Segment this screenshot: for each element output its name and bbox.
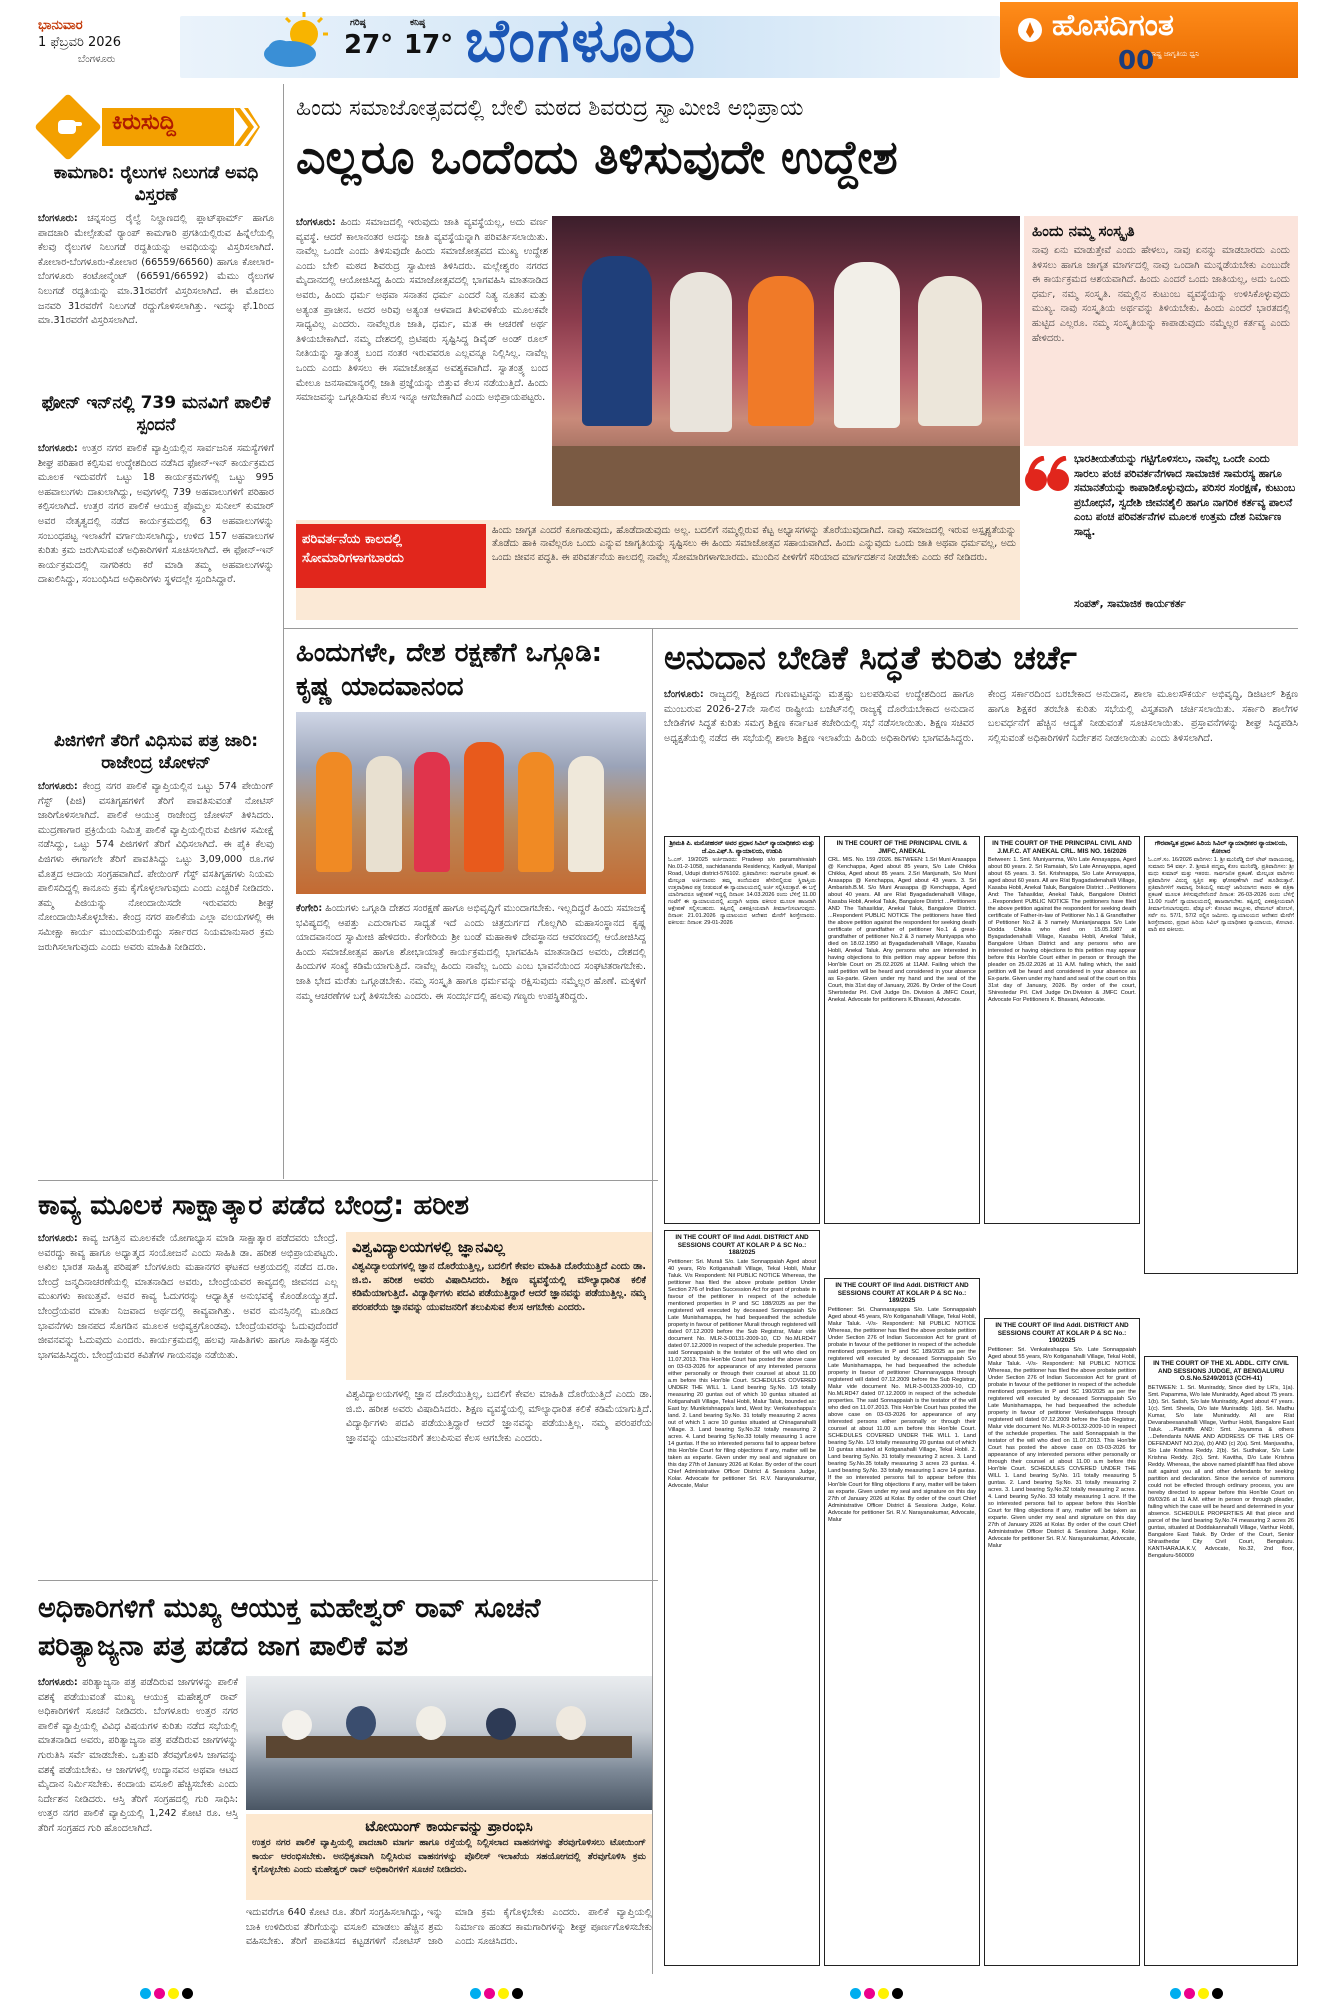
anudana-dateline: ಬೆಂಗಳೂರು: (664, 689, 704, 700)
edition-city: ಬೆಂಗಳೂರು (78, 54, 116, 65)
notice-kolar-188-head: IN THE COURT OF IInd Addl. DISTRICT AND SESSIONS COURT AT KOLAR P & SC No.: 188/2025 (675, 1234, 809, 1257)
registration-dot-yellow-2 (498, 1988, 509, 1999)
maheshwar-tail: ಇದುವರೆಗೂ 640 ಕೋಟಿ ರೂ. ತೆರಿಗೆ ಸಂಗ್ರಹಿಸಲಾಗಿದ್ದು, ಇನ್ನು ಬಾಕಿ ಉಳಿದಿರುವ ತೆರಿಗೆಯನ್ನು ವಸೂಲಿ ಮಾಡಲು ಹೆಚ್ಚಿನ ಶ್ರಮ ವಹಿಸಬೇಕು. ತೆರಿಗೆ ಪಾವತಿಸದ ಕಟ್ಟಡಗಳಿಗೆ ನೋಟಿಸ್ ಜಾರಿ ಮಾಡಿ ಕ್ರಮ ಕೈಗೊಳ್ಳಬೇಕು ಎಂದರು. ಪಾಲಿಕೆ ವ್ಯಾಪ್ತಿಯಲ್ಲಿ ನಿರ್ಮಾಣ ಹಂತದ ಕಾಮಗಾರಿಗಳನ್ನು ಶೀಘ್ರ ಪೂರ್ಣಗೊಳಿಸಬೇಕು ಎಂದು ಸೂಚಿಸಿದರು. (246, 1907, 652, 1948)
registration-dot-magenta-4 (1184, 1988, 1195, 1999)
min-temp: 17° (404, 30, 454, 60)
maheshwar-headline: ಅಧಿಕಾರಿಗಳಿಗೆ ಮುಖ್ಯ ಆಯುಕ್ತ ಮಹೇಶ್ವರ್ ರಾವ್ ಸೂಚನೆ ಪರಿತ್ಯಾಜ್ಯನಾ ಪತ್ರ ಪಡೆದ ಜಾಗ ಪಾಲಿಕೆ ವಶ (38, 1593, 541, 1662)
notice-anekal-16 (984, 836, 1140, 1224)
kavya-continued-text: ವಿಶ್ವವಿದ್ಯಾಲಯಗಳಲ್ಲಿ ಜ್ಞಾನ ದೊರೆಯುತ್ತಿಲ್ಲ, ಬದಲಿಗೆ ಕೇವಲ ಮಾಹಿತಿ ದೊರೆಯುತ್ತಿದೆ ಎಂದು ಡಾ. ಜಿ.ಬಿ. ಹರೀಶ ಅವರು ವಿಷಾದಿಸಿದರು. ಶಿಕ್ಷಣ ವ್ಯವಸ್ಥೆಯಲ್ಲಿ ಮೌಲ್ಯಾಧಾರಿತ ಕಲಿಕೆ ಕಡಿಮೆಯಾಗುತ್ತಿದೆ. ವಿದ್ಯಾರ್ಥಿಗಳು ಪದವಿ ಪಡೆಯುತ್ತಿದ್ದಾರೆ ಆದರೆ ಜ್ಞಾನವನ್ನು ಪಡೆಯುತ್ತಿಲ್ಲ. ನಮ್ಮ ಪರಂಪರೆಯ ಜ್ಞಾನವನ್ನು ಯುವಜನರಿಗೆ ತಲುಪಿಸುವ ಕೆಲಸ ಆಗಬೇಕು ಎಂದರು. (346, 1389, 652, 1444)
maheshwar-photo (246, 1676, 652, 1810)
notice-kolar-os-body: ಓ.ಎಸ್.ಸಂ. 16/2026 ವಾದಿಗಳು: 1. ಶ್ರೀ ಮುನಿರೆಡ್ಡಿ ಬಿನ್ ಲೇಟ್ ನಾರಾಯಣಪ್ಪ, ಸುಮಾರು 54 ವರ್ಷ. 2. ಶ್ರೀಮತಿ ಪದ್ಮಮ್ಮ ಕೋಂ ಮುನಿರೆಡ್ಡಿ. ಪ್ರತಿವಾದಿಗಳು: ಶ್ರೀ ಮಧು ಕುಮಾರ್ ಮತ್ತು ಇತರರು. ಸಾರ್ವಜನಿಕ ಪ್ರಕಟಣೆ. ಮೇಲ್ಕಂಡ ವಾದಿಗಳು ಪ್ರತಿವಾದಿಗಳ ವಿರುದ್ಧ ಸ್ವತ್ತಿನ ಹಕ್ಕು ಘೋಷಣೆಗಾಗಿ ದಾವೆ ಹೂಡಿರುತ್ತಾರೆ. ಪ್ರತಿವಾದಿಗಳಿಗೆ ಸಾಮಾನ್ಯ ರೀತಿಯಲ್ಲಿ ಸಮನ್ಸ್ ಜಾರಿಯಾಗದ ಕಾರಣ ಈ ಪತ್ರಿಕಾ ಪ್ರಕಟಣೆ ಮೂಲಕ ತಿಳಿಸುವುದೇನೆಂದರೆ ದಿನಾಂಕ: 26-03-2026 ರಂದು ಬೆಳಿಗ್ಗೆ 11.00 ಗಂಟೆಗೆ ನ್ಯಾಯಾಲಯದಲ್ಲಿ ಹಾಜರಾಗಬೇಕು. ತಪ್ಪಿದಲ್ಲಿ ಏಕಪಕ್ಷೀಯವಾಗಿ ತೀರ್ಮಾನಿಸಲಾಗುವುದು. ಷೆಡ್ಯೂಲ್: ಕೋಲಾರ ತಾಲ್ಲೂಕು, ವೇಮಗಲ್ ಹೋಬಳಿ, ಸರ್ವೆ ನಂ. 57/1, 57/2 ರಲ್ಲಿನ ಜಮೀನು. ನ್ಯಾಯಾಲಯದ ಆದೇಶದ ಮೇರೆಗೆ ಶಿರಸ್ತೇದಾರರು, ಪ್ರಧಾನ ಹಿರಿಯ ಸಿವಿಲ್ ನ್ಯಾಯಾಧೀಶರ ನ್ಯಾಯಾಲಯ, ಕೋಲಾರ. ವಾದಿ ಪರ ವಕೀಲರು. (1148, 857, 1294, 934)
masthead (0, 0, 1338, 82)
lead-body (296, 216, 548, 530)
lead-quote-text: ಭಾರತೀಯತೆಯನ್ನು ಗಟ್ಟಿಗೊಳಿಸಲು, ನಾವೆಲ್ಲ ಒಂದೇ ಎಂದು ಸಾರಲು ಪಂಚ ಪರಿವರ್ತನೆಗಳಾದ ಸಾಮಾಜಿಕ ಸಾಮರಸ್ಯ ಹಾಗೂ ಸಮಾನತೆಯನ್ನು ಕಾಪಾಡಿಕೊಳ್ಳುವುದು, ಪರಿಸರ ಸಂರಕ್ಷಣೆ, ಕುಟುಂಬ ಪ್ರಬೋಧನೆ, ಸ್ವದೇಶಿ ಜೀವನಶೈಲಿ ಹಾಗೂ ನಾಗರಿಕ ಕರ್ತವ್ಯ ಪಾಲನೆ ಎಂಬ ಪಂಚ ಪರಿವರ್ತನೆಗಳ ಮೂಲಕ ಉತ್ತಮ ದೇಶ ನಿರ್ಮಾಣ ಸಾಧ್ಯ. (1074, 453, 1296, 538)
kavya-dateline: ಬೆಂಗಳೂರು: (38, 1233, 78, 1244)
page-number: 00 (1118, 46, 1155, 76)
brief-3-dateline: ಬೆಂಗಳೂರು: (38, 781, 78, 792)
kavya-headline: ಕಾವ್ಯ ಮೂಲಕ ಸಾಕ್ಷಾತ್ಕಾರ ಪಡೆದ ಬೇಂದ್ರೆ: ಹರೀಶ (38, 1190, 470, 1221)
notice-udupi (664, 836, 820, 1224)
notice-kolar-190 (984, 1318, 1140, 1966)
chevron-right-icon (234, 108, 260, 146)
notice-udupi-head: ಶ್ರೀಮತಿ ಪಿ. ಮನೋಹರನ್ ಅವರ ಪ್ರಧಾನ ಸಿವಿಲ್ ನ್ಯಾಯಾಧೀಶರು ಮತ್ತು ಜೆ.ಎಂ.ಎಫ್.ಸಿ. ನ್ಯಾಯಾಲಯ, ಉಡುಪಿ (669, 840, 815, 855)
max-temp-label: ಗರಿಷ್ಠ (350, 18, 366, 28)
kavya-body-text: ಕಾವ್ಯ ಜಗತ್ತಿನ ಮೂಲಕವೇ ಯೋಗಾಭ್ಯಾಸ ಮಾಡಿ ಸಾಕ್ಷಾತ್ಕಾರ ಪಡೆದವರು ಬೇಂದ್ರೆ. ಅವರದ್ದು ಕಾವ್ಯ ಹಾಗೂ ಅಧ್ಯಾತ್ಮದ ಸಂಯೋಜನೆ ಎಂದು ಸಾಹಿತಿ ಡಾ. ಹರೀಶ ಅಭಿಪ್ರಾಯಪಟ್ಟರು. ಅಖಿಲ ಭಾರತ ಸಾಹಿತ್ಯ ಪರಿಷತ್ ಬೆಂಗಳೂರು ಮಹಾನಗರ ಘಟಕದ ಆಶ್ರಯದಲ್ಲಿ ನಡೆದ ದ.ರಾ. ಬೇಂದ್ರೆ ಜನ್ಮದಿನಾಚರಣೆಯಲ್ಲಿ ಮಾತನಾಡಿದ ಅವರು, ಬೇಂದ್ರೆಯವರ ಕಾವ್ಯದಲ್ಲಿ ಜೀವನದ ಎಲ್ಲ ಮುಖಗಳು ಕಾಣುತ್ತವೆ. ಅವರ ಕಾವ್ಯ ಓದುಗರನ್ನು ಆಧ್ಯಾತ್ಮಿಕ ಅನುಭವಕ್ಕೆ ಕೊಂಡೊಯ್ಯುತ್ತದೆ. ಬೇಂದ್ರೆಯವರ ಮಾತು ನಿಜವಾದ ಅರ್ಥದಲ್ಲಿ ಕಾವ್ಯವಾಗಿತ್ತು. ಅವರ ಮನಸ್ಸಿನಲ್ಲಿ ಮೂಡಿದ ಭಾವನೆಗಳು ಜಾನಪದ ಸೊಗಡಿನ ಮೂಲಕ ಅಭಿವ್ಯಕ್ತಗೊಂಡವು. ಬೇಂದ್ರೆಯವರನ್ನು ಓದುವುದೆಂದರೆ ಜೀವನವನ್ನು ಓದುವುದು ಎಂದರು. ಕಾರ್ಯಕ್ರಮದಲ್ಲಿ ಹಲವು ಸಾಹಿತಿಗಳು ಹಾಗೂ ಸಾಹಿತ್ಯಾಸಕ್ತರು ಭಾಗವಹಿಸಿದ್ದರು. ಬೇಂದ್ರೆಯವರ ಕವಿತೆಗಳ ಗಾಯನವೂ ನಡೆಯಿತು. (38, 1233, 338, 1361)
krishna-body-text: ಹಿಂದುಗಳು ಒಗ್ಗೂಡಿ ದೇಶದ ಸಂರಕ್ಷಣೆ ಹಾಗೂ ಅಭಿವೃದ್ಧಿಗೆ ಮುಂದಾಗಬೇಕು. ಇಲ್ಲದಿದ್ದರೆ ಹಿಂದು ಸಮಾಜಕ್ಕೆ ಭವಿಷ್ಯದಲ್ಲಿ ಆಪತ್ತು ಎದುರಾಗುವ ಸಾಧ್ಯತೆ ಇದೆ ಎಂದು ಚಿತ್ರದುರ್ಗದ ಗೊಲ್ಲಗಿರಿ ಮಹಾಸಂಸ್ಥಾನದ ಕೃಷ್ಣ ಯಾದವಾನಂದ ಸ್ವಾಮೀಜಿ ಹೇಳಿದರು. ಕೆಂಗೇರಿಯ ಶ್ರೀ ಬಂಡೆ ಮಹಾಕಾಳಿ ದೇವಸ್ಥಾನದ ಆವರಣದಲ್ಲಿ ಆಯೋಜಿಸಿದ್ದ ಹಿಂದು ಸಮಾಜೋತ್ಸವ ಹಾಗೂ ಶೋಭಾಯಾತ್ರೆ ಕಾರ್ಯಕ್ರಮದಲ್ಲಿ ಭಾಗವಹಿಸಿ ಮಾತನಾಡಿದ ಅವರು, ದೇಶದಲ್ಲಿ ಹಿಂದುಗಳ ಸಂಖ್ಯೆ ಕಡಿಮೆಯಾಗುತ್ತಿದೆ. ನಾವೆಲ್ಲ ಹಿಂದು ನಾವೆಲ್ಲ ಒಂದು ಎಂಬ ಭಾವನೆಯಿಂದ ಸಂಘಟಿತರಾಗಬೇಕು. ಜಾತಿ ಭೇದ ಮರೆತು ಒಗ್ಗೂಡಬೇಕು. ನಮ್ಮ ಸಂಸ್ಕೃತಿ ಹಾಗೂ ಧರ್ಮವನ್ನು ರಕ್ಷಿಸುವುದು ನಮ್ಮೆಲ್ಲರ ಹೊಣೆ. ಮಕ್ಕಳಿಗೆ ನಮ್ಮ ಆಚರಣೆಗಳ ಬಗ್ಗೆ ತಿಳಿಸಬೇಕು ಎಂದರು. ಈ ಸಂದರ್ಭದಲ್ಲಿ ಹಲವು ಗಣ್ಯರು ಉಪಸ್ಥಿತರಿದ್ದರು. (296, 903, 646, 1002)
registration-dot-yellow-4 (1198, 1988, 1209, 1999)
paper-logo (1000, 2, 1298, 78)
notice-udupi-body: ಓ.ಎಸ್. 19/2025 ಅರ್ಜಿದಾರರು: Pradeep s/o paramshivaiah No.01-2-1058, sachidananda Residency, Kadiyali, Manipal Road, Udupi district-576102. ಪ್ರತಿವಾದಿಗಳು: ಸಾರ್ವಜನಿಕ ಪ್ರಕಟಣೆ. ಈ ಮೇಲ್ಕಂಡ ಅರ್ಜಿದಾರರು ತಮ್ಮ ತಂದೆಯವರ ಹೆಸರಿನಲ್ಲಿರುವ ಸ್ಥಿರಾಸ್ತಿಯ ಉತ್ತರಾಧಿಕಾರ ಪತ್ರ ನೀಡುವಂತೆ ಈ ನ್ಯಾಯಾಲಯದಲ್ಲಿ ಅರ್ಜಿ ಸಲ್ಲಿಸಿರುತ್ತಾರೆ. ಈ ಬಗ್ಗೆ ಯಾರಿಗಾದರೂ ಆಕ್ಷೇಪಣೆ ಇದ್ದಲ್ಲಿ ದಿನಾಂಕ: 14.03.2026 ರಂದು ಬೆಳಿಗ್ಗೆ 11.00 ಗಂಟೆಗೆ ಈ ನ್ಯಾಯಾಲಯದಲ್ಲಿ ಖುದ್ದಾಗಿ ಅಥವಾ ವಕೀಲರ ಮೂಲಕ ಹಾಜರಾಗಿ ಆಕ್ಷೇಪಣೆ ಸಲ್ಲಿಸಬಹುದು. ತಪ್ಪಿದಲ್ಲಿ ಏಕಪಕ್ಷೀಯವಾಗಿ ತೀರ್ಮಾನಿಸಲಾಗುವುದು. ದಿನಾಂಕ: 21.01.2026 ನ್ಯಾಯಾಲಯದ ಆದೇಶದ ಮೇರೆಗೆ ಶಿರಸ್ತೇದಾರರು. ವಕೀಲರು: ದಿನಾಂಕ: 29-01-2026 (668, 857, 816, 927)
registration-dot-magenta-2 (484, 1988, 495, 1999)
registration-dot-cyan-2 (470, 1988, 481, 1999)
max-temp: 27° (344, 30, 394, 60)
notice-kolar-189 (824, 1278, 980, 1966)
lead-callout-body: ಹಿಂದು ಜಾಗೃತ ಎಂದರೆ ಕೂಗಾಡುವುದು, ಹೊಡೆದಾಡುವುದು ಅಲ್ಲ. ಬದಲಿಗೆ ನಮ್ಮಲ್ಲಿರುವ ಕೆಟ್ಟ ಅಭ್ಯಾಸಗಳನ್ನು ತೊರೆಯುವುದಾಗಿದೆ. ನಾವು ಸಮಾಜದಲ್ಲಿ ಇರುವ ಅಸ್ಪೃಶ್ಯತೆಯನ್ನು ತೊಡೆದು ಹಾಕಿ ನಾವೆಲ್ಲರೂ ಒಂದು ಎನ್ನುವ ಜಾಗೃತಿಯನ್ನು ಸೃಷ್ಟಿಸಲು ಈ ಹಿಂದು ಸಮಾಜೋತ್ಸವ ಸಹಾಯವಾಗಿದೆ. ಹಿಂದು ಎನ್ನುವುದು ಒಂದು ಜಾತಿ ಅಥವಾ ಧರ್ಮವಲ್ಲ, ಅದು ಒಂದು ಜೀವನ ಪದ್ಧತಿ. ಈ ಪರಿವರ್ತನೆಯ ಕಾಲದಲ್ಲಿ ನಾವೆಲ್ಲ ಸೋಮಾರಿಗಳಾಗಬಾರದು. ಮುಂದಿನ ಪೀಳಿಗೆಗೆ ಸರಿಯಾದ ಮಾರ್ಗದರ್ಶನ ನೀಡಬೇಕು ಎಂದು ಕರೆ ನೀಡಿದರು. (492, 525, 1016, 563)
sun-cloud-icon (260, 10, 332, 74)
brief-3 (38, 730, 274, 1176)
pointing-hand-icon (54, 112, 84, 142)
emblem-icon (1016, 16, 1044, 44)
anudana-headline: ಅನುದಾನ ಬೇಡಿಕೆ ಸಿದ್ಧತೆ ಕುರಿತು ಚರ್ಚೆ (664, 638, 1077, 677)
brief-1-dateline: ಬೆಂಗಳೂರು: (38, 213, 78, 224)
registration-dot-cyan (140, 1988, 151, 1999)
kavya-box (346, 1232, 652, 1380)
kirusuddi-badge (38, 100, 258, 154)
kirusuddi-label: ಕಿರುಸುದ್ದಿ (112, 110, 176, 135)
notice-anekal-16-head: IN THE COURT OF THE PRINCIPAL CIVIL AND J.M.F.C. AT ANEKAL CRL. MIS NO. 16/2026 (992, 840, 1132, 855)
notice-kolar-188 (664, 1230, 820, 1966)
brief-1 (38, 162, 274, 390)
lead-callout (296, 520, 1020, 620)
registration-dot-magenta (154, 1988, 165, 1999)
brief-1-headline: ಕಾಮಗಾರಿ: ರೈಲುಗಳ ನಿಲುಗಡೆ ಅವಧಿ ವಿಸ್ತರಣೆ (53, 163, 259, 205)
maheshwar-body (38, 1676, 238, 1974)
notice-kolar-190-head: IN THE COURT OF IInd Addl. DISTRICT AND SESSIONS COURT AT KOLAR P & SC No.: 190/2025 (995, 1322, 1129, 1345)
paper-name: ಹೊಸದಿಗಂತ (1052, 8, 1174, 43)
brief-2 (38, 392, 274, 730)
krishna-photo (296, 712, 646, 894)
quote-icon (1024, 456, 1070, 496)
krishna-dateline: ಕೆಂಗೇರಿ: (296, 903, 323, 914)
brief-2-dateline: ಬೆಂಗಳೂರು: (38, 443, 78, 454)
kavya-body (38, 1232, 338, 1574)
maheshwar-box-title: ಟೋಯಿಂಗ್ ಕಾರ್ಯವನ್ನು ಪ್ರಾರಂಭಿಸಿ (365, 1819, 533, 1835)
lead-sidebar-body: ನಾವು ಏನು ಮಾಡುತ್ತೇವೆ ಎಂದು ಹೇಳಲು, ನಾವು ಏನನ್ನು ಮಾಡಬಾರದು ಎಂದು ತಿಳಿಸಲು ಹಾಗೂ ಜಾಗೃತ ಮಾರ್ಗದಲ್ಲಿ ನಾವು ಒಂದಾಗಿ ಮುನ್ನಡೆಯಬೇಕು ಎಂಬುದೇ ಈ ಕಾರ್ಯಕ್ರಮದ ಆಶಯವಾಗಿದೆ. ಹಿಂದು ಎಂದರೆ ಒಂದು ಜಾತಿಯಲ್ಲ, ಅದು ಒಂದು ಧರ್ಮ, ನಮ್ಮ ಸಂಸ್ಕೃತಿ. ನಮ್ಮಲ್ಲಿನ ಕುಟುಂಬ ವ್ಯವಸ್ಥೆಯನ್ನು ಉಳಿಸಿಕೊಳ್ಳುವುದು ಮುಖ್ಯ. ನಾವು ಸಂಸ್ಕೃತಿಯ ಅರ್ಥವನ್ನು ತಿಳಿಯಬೇಕು. ಹಿಂದು ಎಂದರೆ ಭಾರತದಲ್ಲಿ ಹುಟ್ಟಿದ ಎಲ್ಲರೂ. ನಮ್ಮ ಸಂಸ್ಕೃತಿಯನ್ನು ಕಾಪಾಡುವುದು ನಮ್ಮೆಲ್ಲರ ಕರ್ತವ್ಯ ಎಂದು ಹೇಳಿದರು. (1032, 245, 1290, 344)
notice-bengaluru-os-head: IN THE COURT OF THE XL ADDL. CITY CIVIL AND SESSIONS JUDGE, AT BENGALURU O.S.No.5249/2013 (CCH-41) (1153, 1360, 1289, 1383)
min-temp-label: ಕನಿಷ್ಠ (410, 18, 426, 28)
maheshwar-box-body: ಉತ್ತರ ನಗರ ಪಾಲಿಕೆ ವ್ಯಾಪ್ತಿಯಲ್ಲಿ ಪಾದಚಾರಿ ಮಾರ್ಗ ಹಾಗೂ ರಸ್ತೆಯಲ್ಲಿ ನಿಲ್ಲಿಸಲಾದ ವಾಹನಗಳನ್ನು ತೆರವುಗೊಳಿಸಲು ಟೋಯಿಂಗ್ ಕಾರ್ಯ ಆರಂಭಿಸಬೇಕು. ಅನಧಿಕೃತವಾಗಿ ನಿಲ್ಲಿಸಿರುವ ವಾಹನಗಳನ್ನು ಪೊಲೀಸ್ ಇಲಾಖೆಯ ಸಹಯೋಗದಲ್ಲಿ ತೆರವುಗೊಳಿಸಿ ಕ್ರಮ ಕೈಗೊಳ್ಳಬೇಕು ಎಂದು ಮಹೇಶ್ವರ್ ರಾವ್ ಅಧಿಕಾರಿಗಳಿಗೆ ಸೂಚನೆ ನೀಡಿದರು. (252, 1838, 646, 1876)
notice-anekal-159-head: IN THE COURT OF THE PRINCIPAL CIVIL & JMFC, ANEKAL (836, 840, 968, 855)
paper-tagline: ರಾಷ್ಟ್ರ ಜಾಗೃತಿಯ ಧ್ವನಿ (1150, 50, 1200, 58)
lead-quote (1024, 452, 1298, 622)
notice-kolar-190-body: Petitioner: Sri. Venkateshappa S/o. Late Sonnappaiah Aged about 55 years, R/o Kotiganahalli Village, Tekal Hobli, Malur Taluk. -V/s- Respondent: Nil PUBLIC NOTICE Whereas, the petitioner has filed the above probate petition Under Section 276 of Indian Succession Act for grant of probate in favour of the petitioner in respect of the schedule mentioned properties in P and SC 190/2025 as per the registered will executed by deceased Sonnappaiah S/o Late Munishamappa, he had bequeathed the schedule property in favour of petitioner Venkateshappa through registered will dated 07.12.2009 before the Sub Registrar, Malur vide document No. MLR-3-00132-2009-10 in respect of the schedule properties. The said Sonnappaiah is the testator of the will who died on 11.07.2013. This Hon'ble Court has posted the above case on 03-03-2026 for appearance of any interested persons either personally or through their counsel at about 11.00 a.m before this Hon'ble Court. SCHEDULES COVERED UNDER THE WILL 1. Land bearing Sy.No. 1/1 totally measuring 5 guntas. 2. Land bearing Sy.No. 31 totally measuring 2 acres. 3. Land bearing Sy.No.32 totally measuring 2 acres. 4. Land bearing Sy.No. 33 totally measuring 1 acre. If the so interested persons fail to appear before this Hon'ble Court for filing objections if any, matter will be taken as exparte. Given under my seal and signature on this day 27th of January 2026 at Kolar. By order of the court Chief Administrative Officer District & Sessions Judge, Kolar. Advocate for petitioner Sri. R.V. Narayanakumar, Advocate, Malur (988, 1346, 1136, 1549)
maheshwar-box (246, 1814, 652, 1900)
maheshwar-body-text: ಪರಿತ್ಯಾಜ್ಯನಾ ಪತ್ರ ಪಡೆದಿರುವ ಜಾಗಗಳನ್ನು ಪಾಲಿಕೆ ವಶಕ್ಕೆ ಪಡೆಯುವಂತೆ ಮುಖ್ಯ ಆಯುಕ್ತ ಮಹೇಶ್ವರ್ ರಾವ್ ಅಧಿಕಾರಿಗಳಿಗೆ ಸೂಚನೆ ನೀಡಿದರು. ಬೆಂಗಳೂರು ಉತ್ತರ ನಗರ ಪಾಲಿಕೆ ವ್ಯಾಪ್ತಿಯಲ್ಲಿ ವಿವಿಧ ವಿಷಯಗಳ ಕುರಿತು ನಡೆದ ಸಭೆಯಲ್ಲಿ ಮಾತನಾಡಿದ ಅವರು, ಪರಿತ್ಯಾಜ್ಯನಾ ಪತ್ರ ಪಡೆದಿರುವ ಜಾಗಗಳನ್ನು ಗುರುತಿಸಿ ಸರ್ವೆ ಮಾಡಬೇಕು. ಒತ್ತುವರಿ ತೆರವುಗೊಳಿಸಿ ಜಾಗವನ್ನು ವಶಕ್ಕೆ ಪಡೆಯಬೇಕು. ಆ ಜಾಗಗಳಲ್ಲಿ ಉದ್ಯಾನವನ ಅಥವಾ ಆಟದ ಮೈದಾನ ನಿರ್ಮಿಸಬೇಕು. ಕಂದಾಯ ವಸೂಲಿ ಹೆಚ್ಚಿಸಬೇಕು ಎಂದು ನಿರ್ದೇಶನ ನೀಡಿದರು. ಆಸ್ತಿ ತೆರಿಗೆ ಸಂಗ್ರಹದಲ್ಲಿ ಗುರಿ ಸಾಧಿಸಿ: ಉತ್ತರ ನಗರ ಪಾಲಿಕೆ ವ್ಯಾಪ್ತಿಯಲ್ಲಿ 1,242 ಕೋಟಿ ರೂ. ಆಸ್ತಿ ತೆರಿಗೆ ಸಂಗ್ರಹದ ಗುರಿ ಹೊಂದಲಾಗಿದೆ. (38, 1677, 238, 1834)
issue-date: 1 ಫೆಬ್ರವರಿ 2026 (38, 35, 122, 50)
registration-dot-cyan-3 (850, 1988, 861, 1999)
lead-callout-title: ಪರಿವರ್ತನೆಯ ಕಾಲದಲ್ಲಿ ಸೋಮಾರಿಗಳಾಗಬಾರದು (296, 524, 486, 588)
krishna-headline: ಹಿಂದುಗಳೇ, ದೇಶ ರಕ್ಷಣೆಗೆ ಒಗ್ಗೂಡಿ: ಕೃಷ್ಣ ಯಾದವಾನಂದ (296, 638, 603, 702)
lead-sidebar-title: ಹಿಂದು ನಮ್ಮ ಸಂಸ್ಕೃತಿ (1032, 222, 1135, 240)
lead-kicker: ಹಿಂದು ಸಮಾಜೋತ್ಸವದಲ್ಲಿ ಬೇಲಿ ಮಠದ ಶಿವರುದ್ರ ಸ್ವಾಮೀಜಿ ಅಭಿಪ್ರಾಯ (296, 96, 804, 121)
notice-anekal-16-body: Between: 1. Smt. Muniyamma, W/o Late Annayappa, Aged about 80 years. 2. Sri Ramaiah, S/o Late Annayappa, aged about 65 years. 3. Sri. Krishnappa, S/o Late Annayappa, aged about 60 years. All are R/at Byagadadenahalli Village, Kasaba Hobli, Anekal Taluk, Bangalore District ...Petitioners And: The Tahasildar, Anekal Taluk, Bangalore District ...Respondent PUBLIC NOTICE The petitioners have filed the above petition against the respondent for seeking death certificate of Father-in-law of Petitioner No.1 & Grandfather of Petitioner No.2 & 3 namely Munianjanappa S/o Late Dodda Chikka who died on 15.05.1987 at Byagadadenahalli Village, Kasaba Hobli, Anekal Taluk, Bangalore Urban District and any persons who are interested or having objections to this petition may appear before this Hon'ble Court either in person or through the pleader on 25.02.2026 at 11 A.M. failing which, the said petition will be heard and considered in your absence as Ex-parte. Given under my hand and seal of the court on this 31st day of January, 2026. By order of the court, Shirestedar Prl. Civil Judge Dn.Division & JMFC Court. Advocate For Petitioners K. Bhavani, Advocate. (988, 857, 1137, 1004)
brief-1-body: ಚನ್ನಸಂದ್ರ ರೈಲ್ವೆ ನಿಲ್ದಾಣದಲ್ಲಿ ಪ್ಲಾಟ್‌ಫಾರ್ಮ್ ಹಾಗೂ ಪಾದಚಾರಿ ಮೇಲ್ಸೇತುವೆ ರ‍್ಯಾಂಪ್ ಕಾಮಗಾರಿ ಪ್ರಗತಿಯಲ್ಲಿರುವ ಹಿನ್ನೆಲೆಯಲ್ಲಿ ಕೆಲವು ರೈಲುಗಳ ನಿಲುಗಡೆ ರದ್ದತಿಯನ್ನು ಅವಧಿಯನ್ನು ವಿಸ್ತರಿಸಲಾಗಿದೆ. ಕೋಲಾರ-ಬೆಂಗಳೂರು-ಕೋಲಾರ (66559/66560) ಹಾಗೂ ಕೋಲಾರ-ಬೆಂಗಳೂರು ಕಂಟೋನ್ಮೆಂಟ್ (66591/66592) ಮೆಮು ರೈಲುಗಳ ನಿಲುಗಡೆ ರದ್ದತಿಯನ್ನು ಮಾ.31ರವರೆಗೆ ವಿಸ್ತರಿಸಲಾಗಿದೆ. ಈ ಮೊದಲು ಜನವರಿ 31ರವರೆಗೆ ನಿಲುಗಡೆ ರದ್ದುಗೊಳಿಸಲಾಗಿತ್ತು. ಇದನ್ನು ಫೆ.1ರಿಂದ ಮಾ.31ರವರೆಗೆ ವಿಸ್ತರಿಸಲಾಗಿದೆ. (38, 213, 274, 327)
registration-dot-black-3 (892, 1988, 903, 1999)
lead-quote-byline: ಸಂಪತ್, ಸಾಮಾಜಿಕ ಕಾರ್ಯಕರ್ತ (1074, 598, 1186, 610)
registration-dot-yellow-3 (878, 1988, 889, 1999)
brief-3-body: ಕೇಂದ್ರ ನಗರ ಪಾಲಿಕೆ ವ್ಯಾಪ್ತಿಯಲ್ಲಿನ ಒಟ್ಟು 574 ಪೇಯಿಂಗ್ ಗೆಸ್ಟ್ (ಪಿಜಿ) ವಸತಿಗೃಹಗಳಿಗೆ ತೆರಿಗೆ ಪಾವತಿಸುವಂತೆ ನೋಟಿಸ್ ಜಾರಿಗೊಳಿಸಲಾಗಿದೆ. ಪಾಲಿಕೆ ಆಯುಕ್ತ ರಾಜೇಂದ್ರ ಚೋಳನ್ ತಿಳಿಸಿದರು. ಮುದ್ರಣಾಗಾರ ಪ್ರಕ್ರಿಯೆಯ ನಿಮಿತ್ತ ಪಾಲಿಕೆ ವ್ಯಾಪ್ತಿಯಲ್ಲಿರುವ ಪಿಜಿಗಳ ಸಮೀಕ್ಷೆ ನಡೆಸಿದ್ದು, ಒಟ್ಟು 574 ಪಿಜಿಗಳಿಗೆ ತೆರಿಗೆ ವಿಧಿಸಲಾಗಿದೆ. ಈ ಪೈಕಿ ಕೆಲವು ಪಿಜಿಗಳು ಈಗಾಗಲೇ ತೆರಿಗೆ ಪಾವತಿಸಿದ್ದು ಒಟ್ಟು 3,09,000 ರೂ.ಗಳ ಮೊತ್ತದ ಆದಾಯ ಸಂಗ್ರಹವಾಗಿದೆ. ಪೇಯಿಂಗ್ ಗೆಸ್ಟ್ ವಸತಿಗೃಹಗಳು ನಿಯಮ ಪಾಲಿಸದಿದ್ದಲ್ಲಿ ಕಾನೂನು ಕ್ರಮ ಕೈಗೊಳ್ಳಲಾಗುವುದು ಎಂದು ಎಚ್ಚರಿಕೆ ನೀಡಿದರು. ತಮ್ಮ ಪಿಜಿಯನ್ನು ನೋಂದಾಯಿಸದೇ ಇರುವವರು ಶೀಘ್ರ ನೋಂದಾಯಿಸಿಕೊಳ್ಳಬೇಕು. ಕೇಂದ್ರ ನಗರ ಪಾಲಿಕೆಯ ಎಲ್ಲಾ ವಲಯಗಳಲ್ಲಿ ಈ ಸಮೀಕ್ಷಾ ಕಾರ್ಯ ಮುಂದುವರಿಯಲಿದ್ದು ಸರ್ಕಾರದ ನಿಯಮಾನುಸಾರ ಕ್ರಮ ಜರುಗಿಸಲಾಗುವುದು ಎಂದು ಅವರು ಮಾಹಿತಿ ನೀಡಿದರು. (38, 781, 274, 953)
notice-bengaluru-os-body: BETWEEN: 1. Sri. Muniraddy, Since died by LR's, 1(a). Smt. Papamma, W/o late Muniraddy, Aged about 75 years. 1(b). Sri. Satish, S/o late Muniraddy, Aged about 47 years. 1(c). Smt. Sheela, D/o late Muniraddy. 1(d). Sri. Madhu Kumar, S/o late Muniraddy. All are R/at Devarabeesanahalli Village, Varthur Hobli, Bangalore East Taluk. ...Plaintiffs AND: Smt. Jayamma & others ...Defendants NAME AND ADDRESS OF THE LRS OF DEFENDANT NO.2(a), (b) AND (c) 2(a). Smt. Manjuvatha, S/o Late Krishna Reddy. 2(b). Sri. Sudhakar, S/o Late Krishna Reddy. 2(c). Smt. Kavitha, D/o Late Krishna Reddy. Whereas, the above named plaintiff has filed above suit against you all and other defendants for seeking partition and declaration. Since the service of summons could not be effected through ordinary process, you are hereby directed to appear before this Hon'ble Court on 09/03/26 at 11 A.M. either in person or through pleader, failing which the case will be heard and determined in your absence. SCHEDULE PROPERTIES All that piece and parcel of the land bearing Sy.No.74 measuring 2 acres 26 guntas, situated at Doddakannahalli Village, Varthur Hobli, Bangalore East Taluk. By Order of the Court, Senior Shirasthedar City Civil Court, Bengaluru. KANTHARAJA.K.V, Advocate, No.32, 2nd floor, Bengaluru-560009 (1148, 1384, 1294, 1559)
lead-body-text: ಹಿಂದು ಸಮಾಜದಲ್ಲಿ ಇರುವುದು ಜಾತಿ ವ್ಯವಸ್ಥೆಯಲ್ಲ, ಅದು ವರ್ಣ ವ್ಯವಸ್ಥೆ. ಆದರೆ ಕಾಲಾನಂತರ ಅದನ್ನು ಜಾತಿ ವ್ಯವಸ್ಥೆಯನ್ನಾಗಿ ಪರಿವರ್ತಿಸಲಾಯಿತು. ನಾವೆಲ್ಲ ಒಂದೇ ಎಂದು ತಿಳಿಸುವುದೇ ಹಿಂದು ಸಮಾಜೋತ್ಸವದ ಮುಖ್ಯ ಉದ್ದೇಶ ಎಂದು ಬೇಲಿ ಮಠದ ಶಿವರುದ್ರ ಸ್ವಾಮೀಜಿ ತಿಳಿಸಿದರು. ಮಲ್ಲೇಶ್ವರಂ ನಗರದ ಮೈದಾನದಲ್ಲಿ ಆಯೋಜಿಸಿದ್ದ ಹಿಂದು ಸಮಾಜೋತ್ಸವದಲ್ಲಿ ಭಾಗವಹಿಸಿ ಮಾತನಾಡಿದ ಅವರು, ಹಿಂದು ಧರ್ಮ ಅಥವಾ ಸನಾತನ ಧರ್ಮ ಎಂದರೆ ನಿತ್ಯ ನೂತನ ಮತ್ತು ಅತ್ಯಂತ ಪ್ರಾಚೀನ. ಅದರ ಅರಿವು ಅತ್ಯಂತ ಆಳವಾದ ತಿಳುವಳಿಕೆಯ ಮೂಲಕವೇ ಸಾಧ್ಯವಿಲ್ಲ ಎಂದರು. ನಾವೆಲ್ಲರೂ ಜಾತಿ, ಧರ್ಮ, ಮತ ಈ ಆಚರಣೆ ಅರ್ಥ ತಿಳಿಯಬೇಕಾಗಿದೆ. ನಮ್ಮ ದೇಶದಲ್ಲಿ ಬ್ರಿಟಿಷರು ಸೃಷ್ಟಿಸಿದ್ದ ಡಿವೈಡ್ ಅಂಡ್ ರೂಲ್ ನೀತಿಯನ್ನು ಸ್ವಾತಂತ್ರ್ಯ ಬಂದ ನಂತರ ಇರುವವರೂ ಎಲ್ಲವನ್ನೂ ನಿಲ್ಲಿಸಿಲ್ಲ. ನಾವೆಲ್ಲ ಒಂದು ಎಂದು ತಿಳಿಸಲು ಈ ಸಮಾಜೋತ್ಸವ ಅವಶ್ಯಕವಾಗಿದೆ. ಸ್ವಾತಂತ್ರ್ಯ ಬಂದ ಮೇಲೂ ಜನಸಾಮಾನ್ಯರಲ್ಲಿ ಜಾತಿ ಪ್ರಜ್ಞೆಯನ್ನು ಬಿತ್ತುವ ಕೆಲಸ ನಡೆಯುತ್ತಿದೆ. ಹಿಂದು ಸಮಾಜವನ್ನು ಒಗ್ಗೂಡಿಸುವ ಕೆಲಸ ಇನ್ನೂ ಆಗಬೇಕಾಗಿದೆ ಎಂದು ಅಭಿಪ್ರಾಯಪಟ್ಟರು. (296, 217, 548, 404)
registration-dot-magenta-3 (864, 1988, 875, 1999)
weekday: ಭಾನುವಾರ (38, 18, 83, 33)
anudana-body (664, 688, 1298, 822)
lead-dateline: ಬೆಂಗಳೂರು: (296, 217, 336, 228)
registration-dot-black-2 (512, 1988, 523, 1999)
notice-kolar-189-body: Petitioner: Sri. Channarayappa S/o. Late Sonnappaiah Aged about 45 years, R/o Kotiganahalli Village, Tekal Hobli, Malur Taluk. -V/s- Respondent: Nil PUBLIC NOTICE Whereas, the petitioner has filed the above probate petition Under Section 276 of Indian Succession Act for grant of probate in favour of the petitioner in respect of the schedule mentioned properties in P and SC 189/2025 as per the registered will executed by deceased Sonnappaiah S/o Late Munishamappa, he had bequeathed the schedule property in favour of petitioner Channarayappa through registered will dated 07.12.2009 before the Sub Registrar, Malur vide document No. MLR-3-00133-2009-10, CD No.MLRD47 dated 07.12.2009 in respect of the schedule properties. The said Sonnappaiah is the testator of the will who died on 11.07.2013. This Hon'ble Court has posted the above case on 03-03-2026 for appearance of any interested persons either personally or through their counsel at about 11.00 a.m before this Hon'ble Court. SCHEDULES COVERED UNDER THE WILL 1. Land bearing Sy.No. 1/3 totally measuring 20 guntas out of which 10 guntas situated at Kotiganahalli Village, Tekal Hobli. 2. Land bearing Sy.No. 31 totally measuring 2 acres. 3. Land bearing Sy.No.35 totally measuring 3 acres 23 guntas. 4. Land bearing Sy.No. 33 totally measuring 1 acre 14 guntas. If the so interested persons fail to appear before this Hon'ble Court for filing objections if any, matter will be taken as exparte. Given under my seal and signature on this day 27th of January 2026 at Kolar. By order of the court Chief Administrative Officer District & Sessions Judge, Kolar. Advocate for petitioner Sri. R.V. Narayanakumar, Advocate, Malur (828, 1306, 976, 1523)
kavya-body-continued (346, 1388, 652, 1574)
lead-sidebar (1024, 216, 1298, 446)
maheshwar-dateline: ಬೆಂಗಳೂರು: (38, 1677, 78, 1688)
kavya-box-body: ವಿಶ್ವವಿದ್ಯಾಲಯಗಳಲ್ಲಿ ಜ್ಞಾನ ದೊರೆಯುತ್ತಿಲ್ಲ, ಬದಲಿಗೆ ಕೇವಲ ಮಾಹಿತಿ ದೊರೆಯುತ್ತಿದೆ ಎಂದು ಡಾ. ಜಿ.ಬಿ. ಹರೀಶ ಅವರು ವಿಷಾದಿಸಿದರು. ಶಿಕ್ಷಣ ವ್ಯವಸ್ಥೆಯಲ್ಲಿ ಮೌಲ್ಯಾಧಾರಿತ ಕಲಿಕೆ ಕಡಿಮೆಯಾಗುತ್ತಿದೆ. ವಿದ್ಯಾರ್ಥಿಗಳು ಪದವಿ ಪಡೆಯುತ್ತಿದ್ದಾರೆ ಆದರೆ ಜ್ಞಾನವನ್ನು ಪಡೆಯುತ್ತಿಲ್ಲ. ನಮ್ಮ ಪರಂಪರೆಯ ಜ್ಞಾನವನ್ನು ಯುವಜನರಿಗೆ ತಲುಪಿಸುವ ಕೆಲಸ ಆಗಬೇಕು ಎಂದರು. (352, 1261, 646, 1313)
registration-dot-yellow (168, 1988, 179, 1999)
krishna-body (296, 902, 646, 1172)
notice-kolar-188-body: Petitioner: Sri. Murali S/o. Late Sonnappaiah Aged about 40 years, R/o Kotiganahalli Village, Tekal Hobli, Malur Taluk. V/s Respondent: Nil PUBLIC NOTICE Whereas, the petitioner has filed the above probate petition Under Section 276 of Indian Succession Act for grant of probate in favour of the petitioner in respect of the schedule mentioned properties in P and SC 188/2025 as per the registered will executed by deceased Sonnappaiah S/o Late Munishamappa, he had bequeathed the schedule property in favour of petitioner Murali through registered will dated 07.12.2009 before the Sub Registrar, Malur vide document No. MLR-3-00131-2009-10, CD No.MLRD47 dated 07.12.2009 in respect of the schedule properties. The said Sonnappaiah is the testator of the will who died on 11.07.2013. This Hon'ble Court has posted the above case on 03-03-2026 for appearance of any interested persons either personally or through their counsel at about 11.00 a.m before this Hon'ble Court. SCHEDULES COVERED UNDER THE WILL 1. Land bearing Sy.No. 1/3 totally measuring 20 guntas out of which 10 guntas situated at Kotiganahalli Village, Tekal Hobli, Malur Taluk, bounded as: East by: Munikrishnappa's land, West by: Venkateshappa's land. 2. Land bearing Sy.No. 31 totally measuring 2 acres out of which 1 acre 10 guntas situated at Chinaganahalli Village. 3. Land bearing Sy.No.32 totally measuring 2 acres. 4. Land bearing Sy.No.33 totally measuring 1 acre 14 guntas. If the so interested persons fail to appear before this Hon'ble Court for filing objections if any, matter will be taken as exparte. Given under my seal and signature on this day 27th of January 2026 at Kolar. By order of the court Chief Administrative Officer District & Sessions Judge, Kolar. Advocate for petitioner Sri. R.V. Narayanakumar, Advocate, Malur (668, 1258, 816, 1489)
kavya-box-title: ವಿಶ್ವವಿದ್ಯಾಲಯಗಳಲ್ಲಿ ಜ್ಞಾನವಿಲ್ಲ (352, 1238, 505, 1256)
notice-anekal-159 (824, 836, 980, 1224)
registration-dot-cyan-4 (1170, 1988, 1181, 1999)
notice-bengaluru-os (1144, 1356, 1298, 1966)
edition-title: ಬೆಂಗಳೂರು (465, 6, 698, 76)
registration-dot-black (182, 1988, 193, 1999)
brief-2-headline: ಫೋನ್ ಇನ್‌ನಲ್ಲಿ 739 ಮನವಿಗೆ ಪಾಲಿಕೆ ಸ್ಪಂದನೆ (41, 393, 271, 435)
brief-2-body: ಉತ್ತರ ನಗರ ಪಾಲಿಕೆ ವ್ಯಾಪ್ತಿಯಲ್ಲಿನ ಸಾರ್ವಜನಿಕ ಸಮಸ್ಯೆಗಳಿಗೆ ಶೀಘ್ರ ಪರಿಹಾರ ಕಲ್ಪಿಸುವ ಉದ್ದೇಶದಿಂದ ನಡೆಸಿದ ಫೋನ್-ಇನ್ ಕಾರ್ಯಕ್ರಮದ ಮೂಲಕ ಇದುವರೆಗೆ ಒಟ್ಟು 18 ಕಾರ್ಯಕ್ರಮಗಳಲ್ಲಿ ಒಟ್ಟು 995 ಅಹವಾಲುಗಳು ದಾಖಲಾಗಿದ್ದು, ಅವುಗಳಲ್ಲಿ 739 ಅಹವಾಲುಗಳಿಗೆ ಪರಿಹಾರ ಕಲ್ಪಿಸಲಾಗಿದೆ. ಉತ್ತರ ನಗರ ಪಾಲಿಕೆ ಆಯುಕ್ತ ಪೊಮ್ಮಲ ಸುನೀಲ್ ಕುಮಾರ್ ಅವರ ನೇತೃತ್ವದಲ್ಲಿ ನಡೆದ ಕಾರ್ಯಕ್ರಮದಲ್ಲಿ 63 ಅಹವಾಲುಗಳನ್ನು ಸಂಬಂಧಪಟ್ಟ ಇಲಾಖೆಗೆ ವರ್ಗಾಯಿಸಲಾಗಿದ್ದು, ಉಳಿದ 157 ಅಹವಾಲುಗಳ ಕುರಿತು ಕ್ರಮ ಜರುಗಿಸುವಂತೆ ಅಧಿಕಾರಿಗಳಿಗೆ ಸೂಚಿಸಲಾಗಿದೆ. ಈ ಫೋನ್-ಇನ್ ಕಾರ್ಯಕ್ರಮದಲ್ಲಿ ನಾಗರಿಕರು ಕರೆ ಮಾಡಿ ತಮ್ಮ ಅಹವಾಲುಗಳನ್ನು ದಾಖಲಿಸಿದ್ದು, ಸಂಬಂಧಿಸಿದ ಅಧಿಕಾರಿಗಳು ಸ್ಥಳದಲ್ಲೇ ಸ್ಪಂದಿಸಿದ್ದಾರೆ. (38, 443, 274, 586)
masthead-date-box (38, 18, 188, 78)
lead-headline: ಎಲ್ಲರೂ ಒಂದೆಂದು ತಿಳಿಸುವುದೇ ಉದ್ದೇಶ (296, 130, 898, 184)
notice-anekal-159-body: CRL. MIS. No. 159 /2026. BETWEEN: 1.Sri Muni Arasappa @ Kenchappa, Aged about 85 years, S/o Late Chikka Chikka, Aged about 85 years. 2.Sri Manjunath, S/o Muni Arasappa @ Kenchappa, Aged about 43 years. 3. Sri Ambarish.B.M. S/o Muni Arasappa @ Kenchappa, Aged about 40 years. All are R/at Byagadadenahalli Village, Kasaba Hobli, Anekal Taluk, Bangalore District ...Petitioners AND The Tahasildar, Anekal Taluk, Bangalore District. ...Respondent PUBLIC NOTICE The petitioners have filed the above petition against the respondent for seeking death certificate of grandfather of petitioner No.1 & great-grandfather of petitioner No.2 & 3 namely Muniyappa who died on 18.02.1950 at Byagadadenahalli Village, Kasaba Hobli, Anekal Taluk. Any persons who are interested in having objections to this petition may appear before this Hon'ble Court on 25.02.2026 at 11AM. Failing which the said petition will be heard and considered in your absence as Ex-parte. Given under my hand and the seal of the Court, this 31st day of January, 2026. By Order of the Court Sheristedar Prl. Civil Judge Dn. Division & JMFC Court, Anekal. Advocate for petitioners K.Bhavani, Advocate. (828, 857, 976, 1004)
anudana-body-text: ರಾಜ್ಯದಲ್ಲಿ ಶಿಕ್ಷಣದ ಗುಣಮಟ್ಟವನ್ನು ಮತ್ತಷ್ಟು ಬಲಪಡಿಸುವ ಉದ್ದೇಶದಿಂದ ಹಾಗೂ ಮುಂಬರುವ 2026-27ನೇ ಸಾಲಿನ ರಾಷ್ಟ್ರೀಯ ಬಜೆಟ್‌ನಲ್ಲಿ ರಾಜ್ಯಕ್ಕೆ ದೊರೆಯಬೇಕಾದ ಅನುದಾನ ಬೇಡಿಕೆಗಳ ಸಿದ್ಧತೆ ಕುರಿತು ಸಮಗ್ರ ಶಿಕ್ಷಣ ಕರ್ನಾಟಕ ಕಚೇರಿಯಲ್ಲಿ ಸಭೆ ನಡೆಸಲಾಯಿತು. ಶಿಕ್ಷಣ ಸಚಿವರ ಅಧ್ಯಕ್ಷತೆಯಲ್ಲಿ ನಡೆದ ಈ ಸಭೆಯಲ್ಲಿ ಶಾಲಾ ಶಿಕ್ಷಣ ಇಲಾಖೆಯ ಹಿರಿಯ ಅಧಿಕಾರಿಗಳು ಭಾಗವಹಿಸಿದ್ದರು. ಕೇಂದ್ರ ಸರ್ಕಾರದಿಂದ ಬರಬೇಕಾದ ಅನುದಾನ, ಶಾಲಾ ಮೂಲಸೌಕರ್ಯ ಅಭಿವೃದ್ಧಿ, ಡಿಜಿಟಲ್ ಶಿಕ್ಷಣ ಹಾಗೂ ಶಿಕ್ಷಕರ ತರಬೇತಿ ಕುರಿತು ಸಭೆಯಲ್ಲಿ ವಿಸ್ತೃತವಾಗಿ ಚರ್ಚಿಸಲಾಯಿತು. ಸರ್ಕಾರಿ ಶಾಲೆಗಳ ಬಲವರ್ಧನೆಗೆ ಹೆಚ್ಚಿನ ಆದ್ಯತೆ ನೀಡುವಂತೆ ಸೂಚಿಸಲಾಯಿತು. ಪ್ರಸ್ತಾವನೆಗಳನ್ನು ಶೀಘ್ರ ಸಿದ್ಧಪಡಿಸಿ ಸಲ್ಲಿಸುವಂತೆ ಅಧಿಕಾರಿಗಳಿಗೆ ನಿರ್ದೇಶನ ನೀಡಲಾಯಿತು ಎಂದು ತಿಳಿಸಲಾಗಿದೆ. (664, 689, 1298, 744)
registration-dot-black-4 (1212, 1988, 1223, 1999)
lead-photo (552, 216, 1020, 506)
notice-kolar-os-head: ಗೌರವಾನ್ವಿತ ಪ್ರಧಾನ ಹಿರಿಯ ಸಿವಿಲ್ ನ್ಯಾಯಾಧೀಶರ ನ್ಯಾಯಾಲಯ, ಕೋಲಾರ (1154, 840, 1288, 855)
notice-kolar-189-head: IN THE COURT OF IInd Addl. DISTRICT AND SESSIONS COURT AT KOLAR P & SC No.: 189/2025 (835, 1282, 969, 1305)
notice-kolar-os (1144, 836, 1298, 1274)
brief-3-headline: ಪಿಜಿಗಳಿಗೆ ತೆರಿಗೆ ವಿಧಿಸುವ ಪತ್ರ ಜಾರಿ: ರಾಜೇಂದ್ರ ಚೋಳನ್ (54, 731, 258, 773)
